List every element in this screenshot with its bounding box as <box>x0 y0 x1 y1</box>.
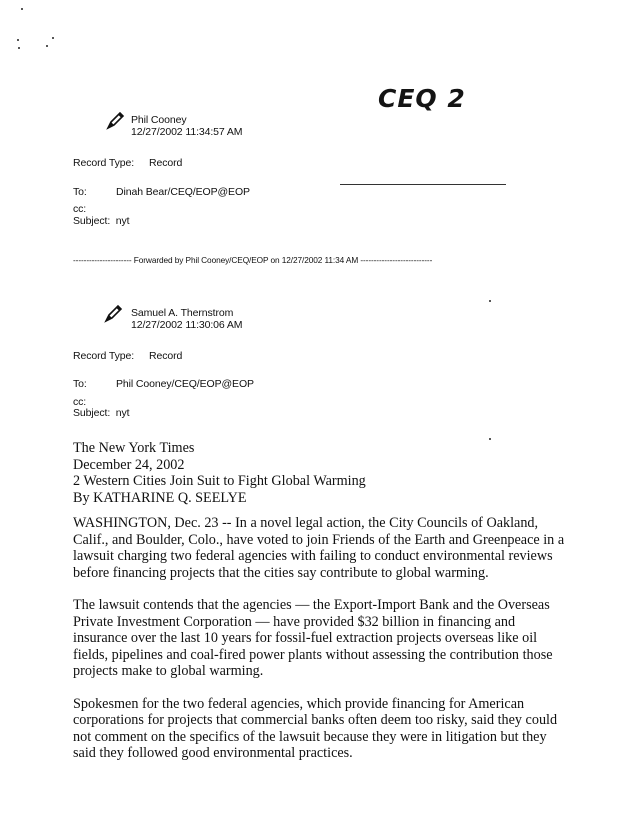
scan-speck <box>46 45 48 47</box>
email1-subject <box>73 215 130 227</box>
to-value: Phil Cooney/CEQ/EOP@EOP <box>116 378 254 390</box>
email2-sender: Samuel A. Thernstrom <box>131 307 234 319</box>
forward-line: ---------------------- Forwarded by Phil Cooney/CEQ/EOP on 12/27/2002 11:34 AM --------------------------- <box>73 255 433 265</box>
scan-speck <box>21 8 23 10</box>
article-header <box>73 440 573 506</box>
pencil-icon <box>102 303 124 330</box>
email1-cc-label: cc: <box>73 203 87 215</box>
article-date: December 24, 2002 <box>73 456 185 473</box>
scan-speck <box>18 47 20 49</box>
article-paragraph: WASHINGTON, Dec. 23 -- In a novel legal action, the City Councils of Oakland, Calif., and Boulder, Colo., have voted to join Friends of the Earth and Greenpeace in a lawsuit charging two federal agencies with failing to conduct environmental reviews before financing projects that the cities say contribute to global warming. <box>73 515 565 581</box>
record-type-label: Record Type: <box>73 157 135 169</box>
handwritten-stamp: CEQ 2 <box>378 84 466 113</box>
to-label: To: <box>73 378 87 390</box>
subject-label: Subject: <box>73 215 111 227</box>
email1-sender: Phil Cooney <box>131 114 187 126</box>
record-type-label: Record Type: <box>73 350 135 362</box>
pencil-icon <box>104 110 126 137</box>
subject-value: nyt <box>115 215 130 227</box>
scan-speck <box>52 37 54 39</box>
email2-cc-label: cc: <box>73 396 87 408</box>
subject-value: nyt <box>115 407 130 419</box>
publication-name: The New York Times <box>73 440 195 456</box>
email1-record-type <box>73 157 182 169</box>
email2-to <box>73 378 254 390</box>
email1-to <box>73 186 250 198</box>
to-label: To: <box>73 186 87 198</box>
scan-speck <box>489 300 491 302</box>
email2-record-type <box>73 350 182 362</box>
subject-label: Subject: <box>73 407 111 419</box>
record-type-value: Record <box>149 157 183 169</box>
article-headline: 2 Western Cities Join Suit to Fight Global Warming <box>73 473 366 489</box>
divider-line <box>340 184 506 185</box>
email1-datetime: 12/27/2002 11:34:57 AM <box>131 126 243 138</box>
email2-datetime: 12/27/2002 11:30:06 AM <box>131 319 243 331</box>
article-paragraph: Spokesmen for the two federal agencies, which provide financing for American corporations for projects that commercial banks often deem too risky, said they could not comment on the specifics of the lawsuit because they were in litigation but they said they followed good environmental practices. <box>73 695 558 761</box>
article-paragraph: The lawsuit contends that the agencies — the Export-Import Bank and the Overseas Private Investment Corporation — have provided $32 billion in financing and insurance over the last 10 years for fossil-fuel extraction projects overseas like oil fields, pipelines and coal-fired power plants without assessing the contribution those projects make to global warming. <box>73 597 553 679</box>
article-byline: By KATHARINE Q. SEELYE <box>73 489 247 506</box>
scan-speck <box>17 39 19 41</box>
record-type-value: Record <box>149 350 183 362</box>
email2-subject <box>73 407 130 419</box>
to-value: Dinah Bear/CEQ/EOP@EOP <box>116 186 250 198</box>
article-body <box>73 515 565 762</box>
